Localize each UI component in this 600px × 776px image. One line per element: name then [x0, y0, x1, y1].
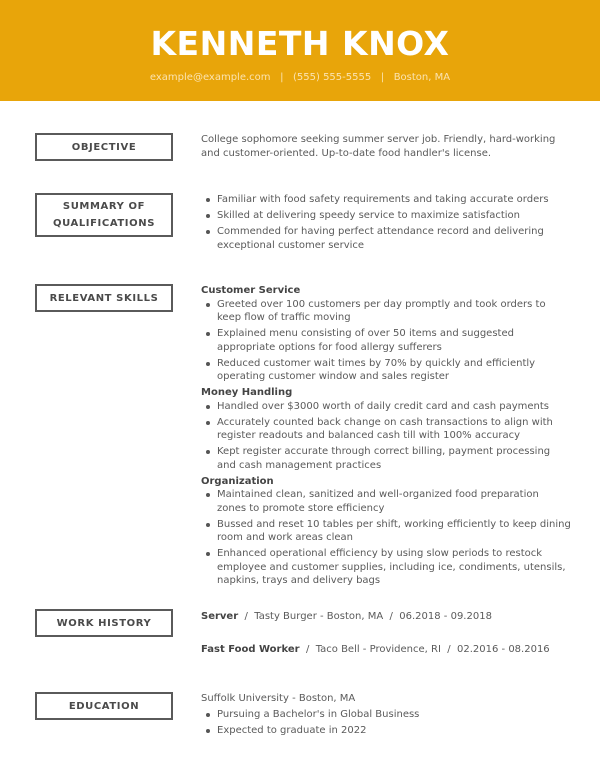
job-entry [201, 610, 571, 624]
bullet-icon [206, 405, 210, 409]
skills-content [201, 284, 571, 590]
list-item [201, 193, 571, 207]
skill-group-title: Organization [201, 475, 274, 487]
section-label-text: RELEVANT SKILLS [49, 292, 159, 304]
bullet-icon [206, 552, 210, 556]
list-item [201, 518, 571, 545]
section-label-work-history [35, 609, 173, 637]
list-item-text: Maintained clean, sanitized and well-organized food preparation zones to promote store efficiency [217, 489, 539, 514]
separator: | [380, 72, 385, 83]
bullet-icon [206, 729, 210, 733]
section-label-text: OBJECTIVE [71, 141, 137, 153]
bullet-icon [206, 450, 210, 454]
section-label-objective [35, 133, 173, 161]
list-item-text: Commended for having perfect attendance record and delivering exceptional customer service [217, 226, 544, 251]
summary-content [201, 193, 571, 255]
section-label-text: SUMMARY OF [62, 201, 146, 212]
list-item-text: Familiar with food safety requirements and taking accurate orders [217, 194, 549, 205]
list-item-text: Greeted over 100 customers per day promptly and took orders to keep flow of traffic moving [217, 298, 546, 323]
list-item-text: Bussed and reset 10 tables per shift, working efficiently to keep dining room and work areas clean [217, 518, 571, 543]
list-item [201, 209, 571, 223]
bullet-icon [206, 493, 210, 497]
school-name: Suffolk University - Boston, MA [201, 693, 356, 704]
list-item-text: Accurately counted back change on cash transactions to align with register readouts and balanced cash till with 100% accuracy [217, 416, 553, 441]
separator: / [305, 644, 310, 655]
bullet-icon [206, 713, 210, 717]
list-item [201, 225, 571, 252]
list-item-text: Pursuing a Bachelor's in Global Business [217, 708, 420, 720]
bullet-icon [206, 523, 210, 527]
list-item [201, 724, 571, 738]
bullet-icon [206, 214, 210, 218]
objective-text: College sophomore seeking summer server job. Friendly, hard-working and customer-oriented. Up-to-date food handler's license. [201, 134, 556, 159]
list-item [201, 400, 571, 414]
bullet-icon [206, 332, 210, 336]
list-item-text: Expected to graduate in 2022 [217, 724, 367, 736]
bullet-icon [206, 303, 210, 307]
education-content [201, 692, 571, 740]
separator: / [447, 644, 451, 655]
list-item-text: Enhanced operational efficiency by using slow periods to restock employee and customer supplies, including ice, condiments, utensils, napkins, trays and delivery bags [217, 548, 566, 586]
separator: / [244, 611, 248, 622]
job-employer: Tasty Burger - Boston, MA [254, 611, 384, 622]
list-item-text: Kept register accurate through correct billing, payment processing and cash management practices [217, 446, 551, 471]
section-label-summary [35, 193, 173, 237]
list-item [201, 327, 571, 354]
list-item-text: Skilled at delivering speedy service to maximize satisfaction [217, 210, 520, 221]
candidate-name: KENNETH KNOX [150, 24, 450, 63]
resume-header [0, 0, 600, 101]
bullet-icon [206, 198, 210, 202]
job-employer: Taco Bell - Providence, RI [315, 644, 441, 655]
section-label-text: EDUCATION [68, 700, 140, 712]
separator: | [280, 72, 284, 83]
section-label-education [35, 692, 173, 720]
job-entry [201, 643, 571, 657]
section-label-text: WORK HISTORY [56, 617, 152, 629]
bullet-icon [206, 362, 210, 366]
skill-group-title: Money Handling [201, 387, 293, 398]
skill-group-title: Customer Service [201, 285, 301, 296]
job-title: Fast Food Worker [201, 644, 300, 655]
bullet-icon [206, 230, 210, 234]
list-item-text: Reduced customer wait times by 70% by quickly and efficiently operating customer window and sales register [217, 357, 536, 382]
list-item [201, 357, 571, 384]
bullet-icon [206, 421, 210, 425]
email: example@example.com [149, 72, 271, 83]
list-item [201, 416, 571, 443]
section-label-text: QUALIFICATIONS [52, 218, 155, 229]
job-title: Server [201, 611, 239, 622]
list-item [201, 488, 571, 515]
job-dates: 02.2016 - 08.2016 [457, 644, 550, 655]
separator: / [389, 611, 393, 622]
list-item [201, 445, 571, 472]
phone: (555) 555-5555 [293, 72, 372, 83]
location: Boston, MA [393, 72, 451, 83]
list-item-text: Handled over $3000 worth of daily credit card and cash payments [217, 400, 550, 412]
list-item-text: Explained menu consisting of over 50 items and suggested appropriate options for food allergy sufferers [217, 328, 514, 353]
list-item [201, 298, 571, 325]
list-item [201, 547, 571, 588]
job-dates: 06.2018 - 09.2018 [399, 611, 492, 622]
section-label-skills [35, 284, 173, 312]
list-item [201, 708, 571, 722]
contact-line [0, 71, 600, 85]
